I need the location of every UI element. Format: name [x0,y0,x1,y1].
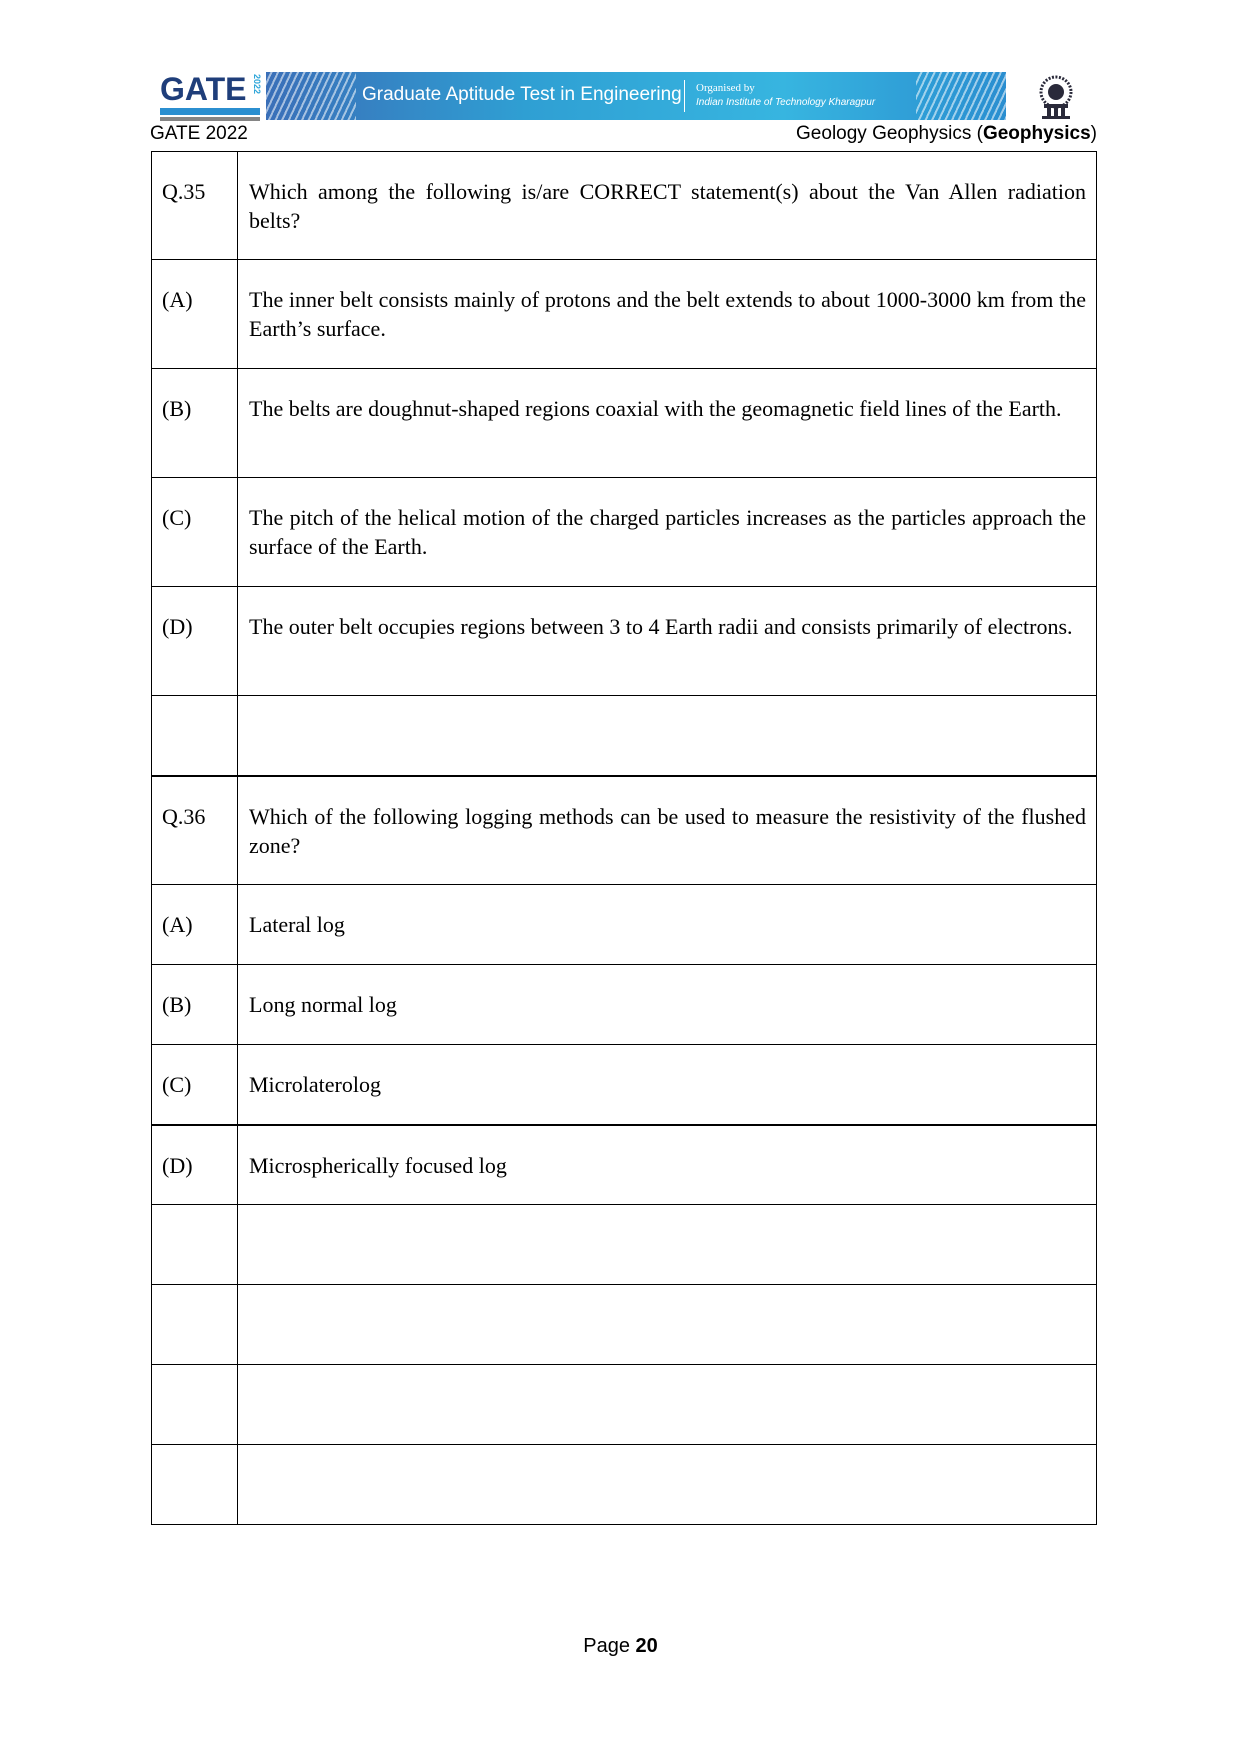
question-row [152,152,1097,260]
option-label: (C) [152,1045,238,1125]
empty-row [152,1285,1097,1365]
option-row [152,260,1097,369]
banner-hatch-right [916,72,1006,120]
paper-section: Geophysics [982,123,1091,144]
option-text: Microspherically focused log [238,1125,1097,1205]
question-number: Q.35 [152,152,238,260]
empty-row [152,1365,1097,1445]
header-banner [266,72,1006,120]
option-label: (B) [152,965,238,1045]
option-label: (A) [152,885,238,965]
option-row [152,965,1097,1045]
option-text: Microlaterolog [238,1045,1097,1125]
empty-row [152,696,1097,776]
logo-year: 2022 [252,74,262,95]
option-text: The belts are doughnut-shaped regions coaxial with the geomagnetic field lines of the Earth. [238,369,1097,478]
logo-text: GATE [160,71,247,107]
option-row [152,1125,1097,1205]
logo-hindi-line [160,117,260,121]
option-label: (D) [152,1125,238,1205]
question-table [151,151,1097,1525]
banner-hatch-left [266,72,356,120]
question-row [152,776,1097,885]
organiser-name: Indian Institute of Technology Kharagpur [696,97,876,108]
option-label: (A) [152,260,238,369]
organised-by: Organised by [696,82,755,94]
paper-suffix: ) [1090,123,1097,144]
page-label: Page [583,1635,636,1657]
paper-prefix: Geology Geophysics ( [796,123,983,144]
question-text: Which among the following is/are CORRECT statement(s) about the Van Allen radiation belts? [238,152,1097,260]
option-text: The pitch of the helical motion of the charged particles increases as the particles approach the surface of the Earth. [238,478,1097,587]
option-label: (D) [152,587,238,696]
option-text: Long normal log [238,965,1097,1045]
paper-name [796,123,1097,145]
page-number-value: 20 [635,1635,658,1657]
banner-divider [684,80,685,112]
logo-strip [160,108,260,115]
option-row [152,1045,1097,1125]
empty-row [152,1445,1097,1525]
option-row [152,369,1097,478]
page-number [0,1635,1241,1658]
option-text: The outer belt occupies regions between 3 to 4 Earth radii and consists primarily of electrons. [238,587,1097,696]
option-text: The inner belt consists mainly of protons and the belt extends to about 1000-3000 km from the Earth’s surface. [238,260,1097,369]
option-row [152,478,1097,587]
banner-title: Graduate Aptitude Test in Engineering [362,84,682,105]
iit-emblem-icon [1034,74,1078,120]
question-text: Which of the following logging methods can be used to measure the resistivity of the flushed zone? [238,776,1097,885]
gate-logo [160,72,264,124]
option-label: (C) [152,478,238,587]
option-label: (B) [152,369,238,478]
question-number: Q.36 [152,776,238,885]
exam-name: GATE 2022 [150,123,248,144]
empty-row [152,1205,1097,1285]
option-row [152,885,1097,965]
option-row [152,587,1097,696]
option-text: Lateral log [238,885,1097,965]
